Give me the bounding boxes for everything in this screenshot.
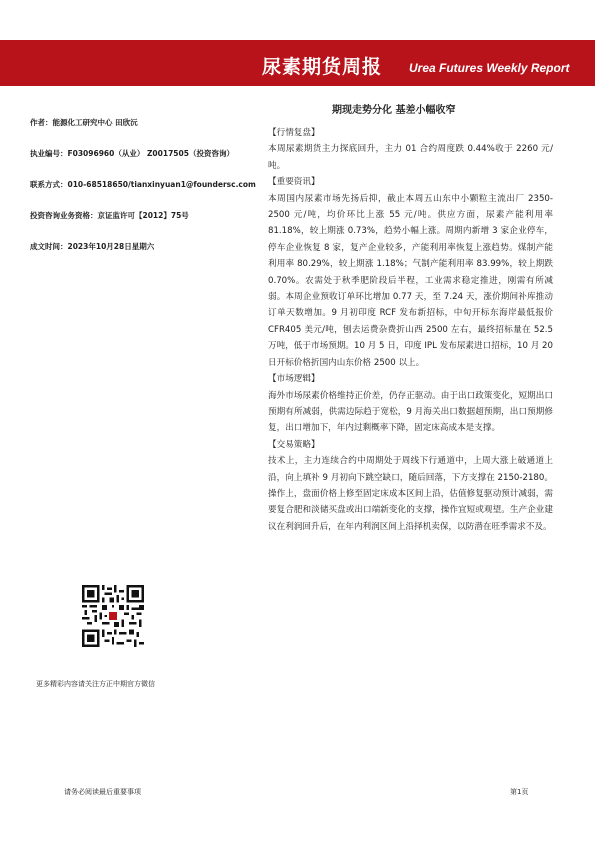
review-heading: 【行情复盘】: [268, 128, 320, 138]
qualification-line: 投资咨询业务资格：京证监许可【2012】75号: [30, 211, 189, 220]
news-heading: 【重要资讯】: [268, 177, 320, 188]
logic-heading: 【市场逻辑】: [268, 374, 320, 385]
news-text: 本周国内尿素市场先扬后抑，截止本周五山东中小颗粒主流出厂 2350-2500 元/吨，均价环比上涨 55 元/吨。供应方面，尿素产能利用率 81.18%，较上期涨 0.73%，趋势小幅上涨。周期内新增 3 家企业停车，停车企业恢复 8 家，复产企业较多，产能利用率恢复上涨趋势。煤制产能利用率 80.29%，较上期涨 1.18%；气制产能利用率 83.99%，较上期跌 0.70%。农需处于秋季肥阶段后半程，工业需求稳定推进，刚需有所减弱。本周企业预收订单环比增加 0.77 天，至 7.24 天，涨价期间补库推动订单天数增加。9 月初印度 RCF 发布新招标，中旬开标东海岸最低报价 CFR405 美元/吨，刨去运费杂费折山西 2500 左右，最终招标量在 52.5 万吨，低于市场预期。10 月 5 日，印度 IPL 发布尿素进口招标，10 月 20 日开标价格折国内山东价格 2500 以上。: [268, 193, 553, 368]
logic-text: 海外市场尿素价格维持正价差，仍存正驱动。由于出口政策变化，短期出口预期有所减弱，供需边际趋于宽松，9 月海关出口数据超预期，出口预期修复，出口增加下，年内过剩概率下降，固定床高成本是支撑。: [268, 390, 553, 434]
headline: 期现走势分化 基差小幅收窄: [332, 105, 456, 116]
footer-disclaimer: 请务必阅读最后重要事项: [64, 788, 141, 796]
report-body: [268, 125, 553, 535]
contact-line: 联系方式：010-68518650/tianxinyuan1@foundersc.com: [30, 180, 256, 189]
wechat-qr-code: [82, 585, 144, 647]
qr-caption: 更多精彩内容请关注方正中期官方微信: [36, 680, 155, 688]
report-title-en: Urea Futures Weekly Report: [409, 61, 570, 75]
review-text: 本周尿素期货主力探底回升，主力 01 合约周度跌 0.44%收于 2260 元/吨。: [268, 144, 553, 171]
author-line: 作者：能源化工研究中心 田欣沅: [30, 118, 138, 127]
license-line: 执业编号：F03096960（从业） Z0017505（投资咨询）: [30, 149, 234, 158]
report-title-cn: 尿素期货周报: [262, 56, 383, 78]
strategy-text: 技术上，主力连续合约中周期处于周线下行通道中，上周大涨上破通道上沿，向上填补 9 月初向下跳空缺口，随后回落，下方支撑在 2150-2180。操作上，盘面价格上修至固定床成本区间上沿，估值修复驱动预计减弱，需要复合肥和淡储买盘或出口端新变化的支撑，操作宜短或观望。生产企业建议在利润回升后，在年内利润区间上沿择机卖保，以防潜在旺季需求不及。: [268, 456, 553, 532]
page-number: 第1页: [510, 788, 529, 796]
strategy-heading: 【交易策略】: [268, 439, 320, 450]
date-line: 成文时间：2023年10月28日星期六: [30, 242, 155, 251]
